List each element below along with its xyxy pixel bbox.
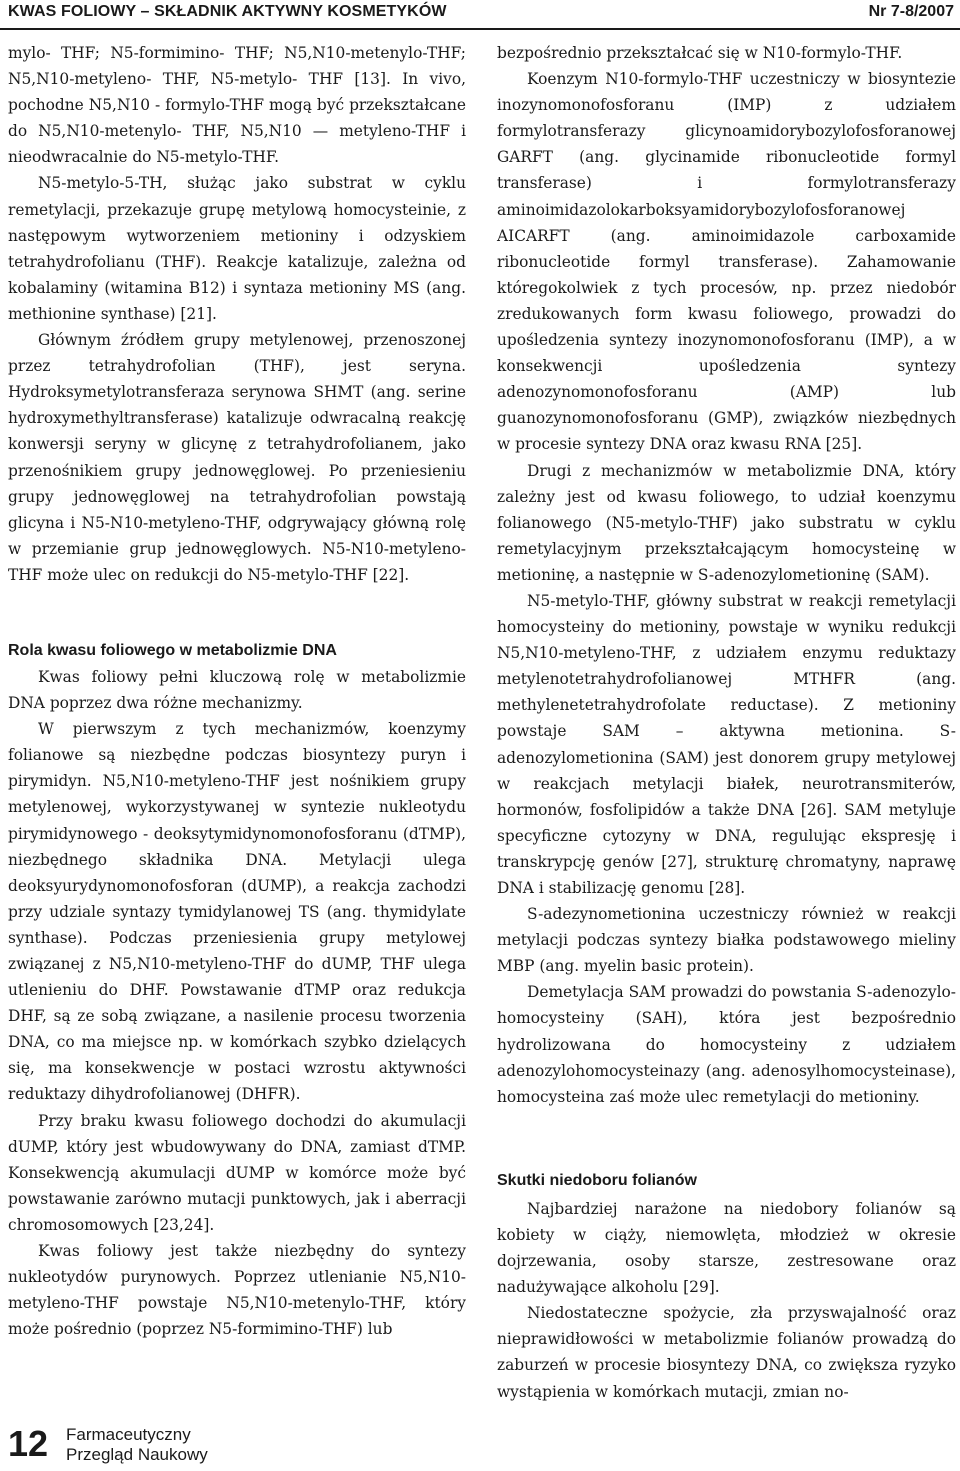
journal-name-line1: Farmaceutyczny (66, 1425, 191, 1444)
journal-logo (66, 1425, 208, 1465)
paragraph: Drugi z mechanizmów w metabolizmie DNA, który zależny jest od kwasu foliowego, to udział koenzymu folianowego (N5-metylo-THF) jako substratu w cyklu remetylacyjnym przekształcającym homocysteinę w metioninę, a następnie w S-adenozylometioninę (SAM). (497, 461, 956, 584)
paragraph: bezpośrednio przekształcać się w N10-formylo-THF. (497, 44, 903, 62)
paragraph: Kwas foliowy pełni kluczową rolę w metabolizmie DNA poprzez dwa różne mechanizmy. (8, 667, 466, 713)
paragraph: N5-metylo-THF, główny substrat w reakcji remetylacji homocysteiny do metioniny, powstaje w wyniku redukcji N5,N10-metyleno-THF, z udziałem enzymu reduktazy metylenotetrahydrofolianowej MTHFR (ang. methylenetetrahydrofolate reductase). Z metioniny powstaje SAM – aktywna metionina. S-adenozylometionina (SAM) jest donorem grupy metylowej w reakcjach metylacji białek, neurotransmiterów, hormonów, fosfolipidów a także DNA [26]. SAM metyluje specyficzne cytozyny w DNA, regulując ekspresję i transkrypcję genów [27], strukturę chromatyny, naprawę DNA i stabilizację genomu [28]. (497, 591, 956, 897)
paragraph: Niedostateczne spożycie, zła przyswajalność oraz nieprawidłowości w metabolizmie folianów prowadzą do zaburzeń w procesie biosyntezy DNA, co zwiększa ryzyko wystąpienia w komórkach mutacji, zmian no- (497, 1304, 956, 1401)
left-column (8, 40, 466, 1342)
journal-name-line2: Przegląd Naukowy (66, 1445, 208, 1464)
paragraph: W pierwszym z tych mechanizmów, koenzymy folianowe są niezbędne podczas biosyntezy puryn i pirymidyn. N5,N10-metyleno-THF jest nośnikiem grupy metylenowej, wykorzystywanej w syntezie nukleotydu pirymidynowego - deoksytymidynomonofosforanu (dTMP), niezbędnego składnika DNA. Metylacji ulega deoksyurydynomonofosforan (dUMP), a reakcja zachodzi przy udziale syntazy tymidylanowej TS (ang. thymidylate synthase). Podczas przeniesienia grupy metylowej związanej z N5,N10-metyleno-THF do dUMP, THF ulega utlenieniu do DHF. Powstawanie dTMP oraz redukcja DHF, są ze sobą związane, a nasilenie procesu tworzenia DNA, co ma miejsce np. w komórkach szybko dzielących się, ma konsekwencje w postaci wzrostu aktywności reduktazy dihydrofolianowej (DHFR). (8, 720, 466, 1104)
page-number: 12 (8, 1423, 49, 1464)
running-header (0, 0, 960, 30)
paragraph: Najbardziej narażone na niedobory folianów są kobiety w ciąży, niemowlęta, młodzież w okresie dojrzewania, osoby starsze, zestresowane oraz nadużywające alkoholu [29]. (497, 1199, 956, 1297)
right-column (497, 40, 956, 1405)
running-header-section: KWAS FOLIOWY – SKŁADNIK AKTYWNY KOSMETYKÓW (8, 3, 447, 20)
paragraph: S-adezynometionina uczestniczy również w reakcji metylacji podczas syntezy białka podstawowego mieliny MBP (ang. myelin basic protein). (497, 905, 956, 976)
paragraph: Głównym źródłem grupy metylenowej, przenoszonej przez tetrahydrofolian (THF), jest seryna. Hydroksymetylotransferaza serynowa SHMT (ang. serine hydroxymethyltransferase) katalizuje odwracalną reakcję konwersji seryny w glicynę z tetrahydrofolianem, jako przenośnikiem grupy jednowęglowej. Po przeniesieniu grupy jednowęglowej na tetrahydrofolian powstają glicyna i N5-N10-metyleno-THF, odgrywający główną rolę w przemianie grup jednowęglowych. N5-N10-metyleno-THF może ulec on redukcji do N5-metylo-THF [22]. (8, 331, 466, 584)
section-heading: Skutki niedoboru folianów (497, 1171, 697, 1189)
paragraph: Koenzym N10-formylo-THF uczestniczy w biosyntezie inozynomonofosforanu (IMP) z udziałem formylotransferazy glicynoamidorybozylofosforanowej GARFT (ang. glycinamide ribonucleotide formyl transferase) i formylotransferazy aminoimidazolokarboksyamidorybozylofosforanowej AICARFT (ang. aminoimidazole carboxamide ribonucleotide formyl transferase). Zahamowanie któregokolwiek z tych procesów, np. przez niedobór zredukowanych form kwasu foliowego, prowadzi do upośledzenia syntezy inozynomonofosforanu (IMP), a w konsekwencji upośledzenia syntezy adenozynomonofosforanu (AMP) lub guanozynomonofosforanu (GMP), związków niezbędnych w procesie syntezy DNA oraz kwasu RNA [25]. (497, 70, 956, 454)
paragraph: N5-metylo-5-TH, służąc jako substrat w cyklu remetylacji, przekazuje grupę metylową homocysteinie, z następowym wytworzeniem metioniny i odzyskiem tetrahydrofolianu (THF). Reakcje katalizuje, zależna od kobalaminy (witamina B12) i syntaza metioniny MS (ang. methionine synthase) [21]. (8, 174, 466, 323)
issue-number: Nr 7-8/2007 (868, 3, 954, 20)
section-heading: Rola kwasu foliowego w metabolizmie DNA (8, 641, 337, 659)
paragraph: mylo- THF; N5-formimino- THF; N5,N10-metenylo-THF; N5,N10-metyleno- THF, N5-metylo- THF [13]. In vivo, pochodne N5,N10 - formylo-THF mogą być przekształcane do N5,N10-metenylo- THF, N5,N10 — metyleno-THF i nieodwracalnie do N5-metylo-THF. (8, 44, 466, 167)
paragraph: Przy braku kwasu foliowego dochodzi do akumulacji dUMP, który jest wbudowywany do DNA, zamiast dTMP. Konsekwencją akumulacji dUMP w komórce może być powstawanie zarówno mutacji punktowych, jak i aberracji chromosomowych [23,24]. (8, 1111, 466, 1234)
paragraph: Demetylacja SAM prowadzi do powstania S-adenozylo-homocysteiny (SAH), która jest bezpośrednio hydrolizowana do homocysteiny z udziałem adenozylohomocysteinazy (ang. adenosylhomocysteinase), homocysteina zaś może ulec remetylacji do metioniny. (497, 983, 956, 1106)
paragraph: Kwas foliowy jest także niezbędny do syntezy nukleotydów purynowych. Poprzez utlenianie N5,N10-metyleno-THF powstaje N5,N10-metenylo-THF, który może pośrednio (poprzez N5-formimino-THF) lub (8, 1242, 466, 1339)
